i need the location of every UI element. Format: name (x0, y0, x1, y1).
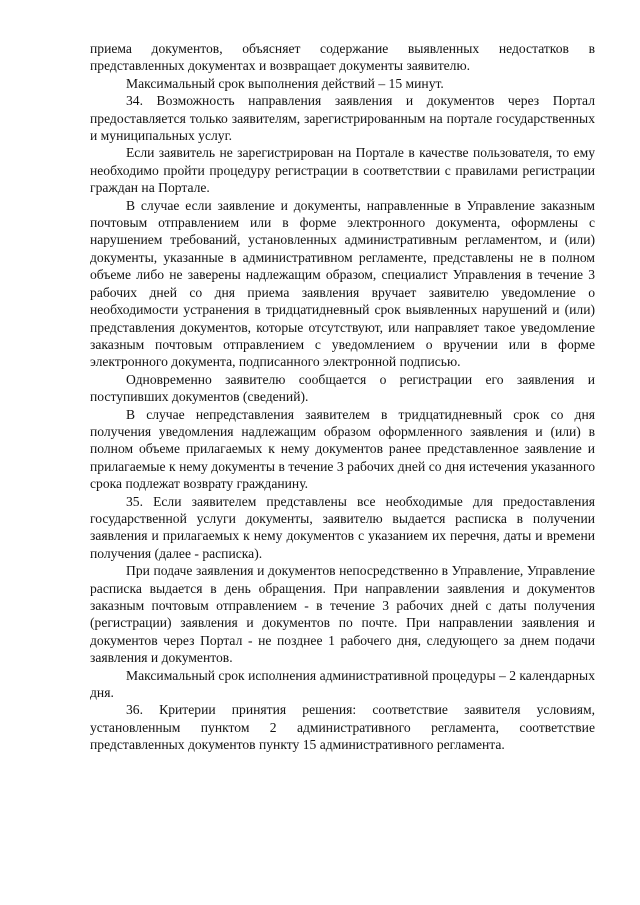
paragraph-receipt-timing: При подаче заявления и документов непосредственно в Управление, Управление расписка выдается в день обращения. При направлении заявления и документов заказным почтовым отправлением - в течение 3 рабочих дней с даты получения (регистрации) заявления и документов по почте. При направлении заявления и документов через Портал - не позднее 1 рабочего дня, следующего за днем подачи заявления и документов. (90, 563, 595, 666)
paragraph-intake-continuation: приема документов, объясняет содержание выявленных недостатков в представленных документах и возвращает документы заявителю. (90, 41, 595, 74)
paragraph-violations-notice: В случае если заявление и документы, направленные в Управление заказным почтовым отправлением или в форме электронного документа, оформлены с нарушением требований, установленных административным регламентом, и (или) документы, указанные в административном регламенте, представлены не в полном объеме либо не заверены надлежащим образом, специалист Управления в течение 3 рабочих дней со дня приема заявления вручает заявителю уведомление о необходимости устранения в тридцатидневный срок выявленных нарушений и (или) представления документов, которые отсутствуют, или направляет такое уведомление заказным почтовым отправлением с уведомлением о вручении или в форме электронного документа, подписанного электронной подписью. (90, 197, 595, 370)
paragraph-portal-registration: Если заявитель не зарегистрирован на Портале в качестве пользователя, то ему необходимо пройти процедуру регистрации в соответствии с правилами регистрации граждан на Портале. (90, 145, 595, 196)
paragraph-max-time-15-min: Максимальный срок выполнения действий – 15 минут. (126, 75, 444, 91)
paragraph-36-criteria: 36. Критерии принятия решения: соответствие заявителя условиям, установленным пунктом 2 административного регламента, соответствие представленных документов пункту 15 административного регламента. (90, 702, 595, 753)
paragraph-34-portal: 34. Возможность направления заявления и документов через Портал предоставляется только заявителям, зарегистрированным на портале государственных и муниципальных услуг. (90, 93, 595, 144)
paragraph-35-receipt: 35. Если заявителем представлены все необходимые для предоставления государственной услуги документы, заявителю выдается расписка в получении заявления и прилагаемых к нему документов с указанием их перечня, даты и времени получения (далее - расписка). (90, 493, 595, 561)
paragraph-return-documents: В случае непредставления заявителем в тридцатидневный срок со дня получения уведомления надлежащим образом оформленного заявления и (или) в полном объеме прилагаемых к нему документов ранее представленное заявление и прилагаемые к нему документы в течение 3 рабочих дней со дня истечения указанного срока подлежат возврату гражданину. (90, 406, 595, 492)
paragraph-max-time-2-days: Максимальный срок исполнения административной процедуры – 2 календарных дня. (90, 667, 595, 701)
document-page (90, 40, 595, 754)
paragraph-registration-notice: Одновременно заявителю сообщается о регистрации его заявления и поступивших документов (сведений). (90, 371, 595, 405)
